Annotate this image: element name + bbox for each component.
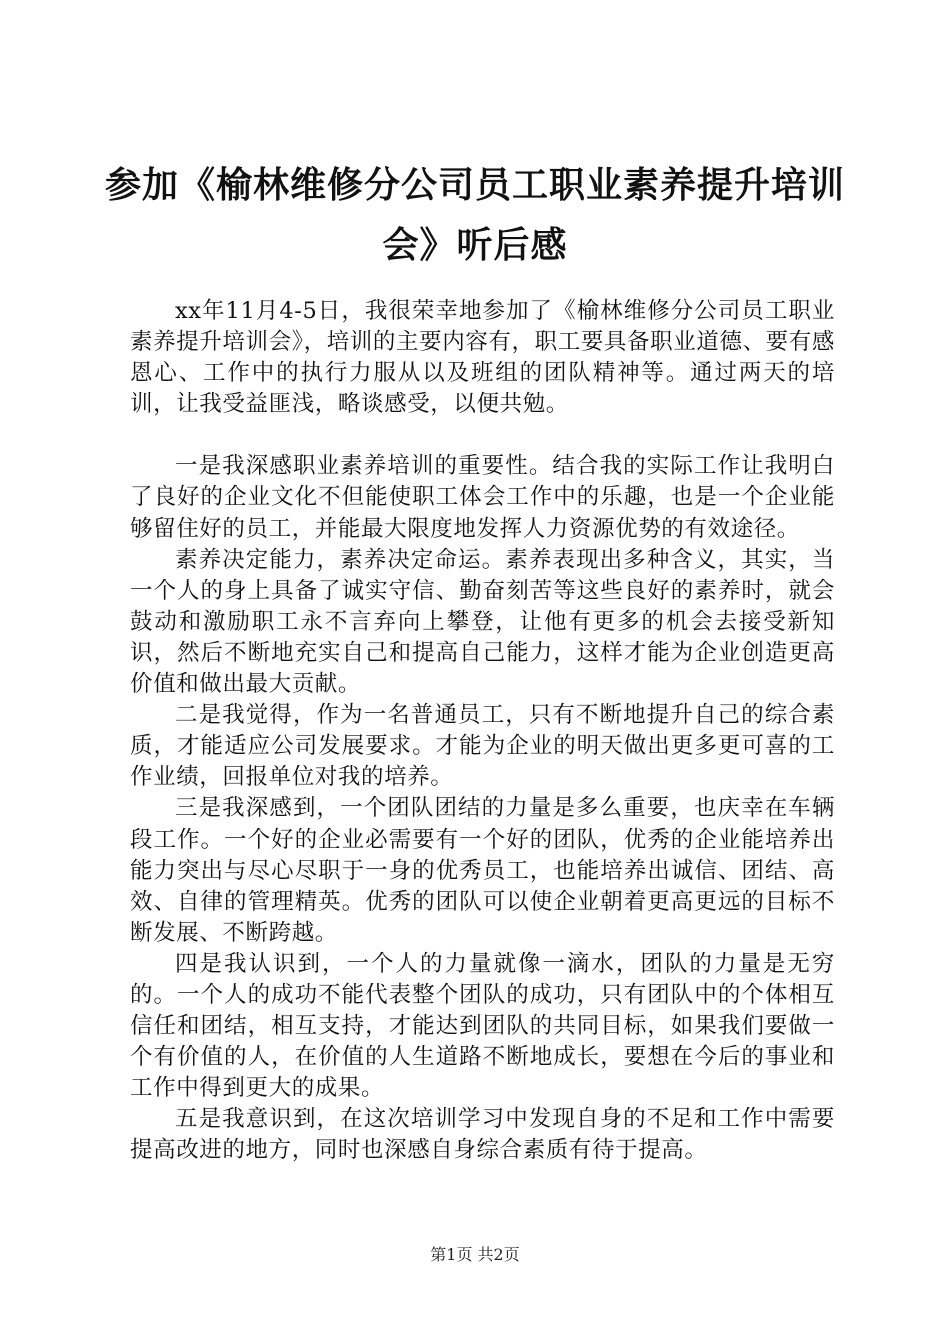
document-title: 参加《榆林维修分公司员工职业素养提升培训会》听后感 xyxy=(104,165,845,266)
paragraph-point-one: 一是我深感职业素养培训的重要性。结合我的实际工作让我明白了良好的企业文化不但能使职工体会工作中的乐趣，也是一个企业能够留住好的员工，并能最大限度地发挥人力资源优势的有效途径。 xyxy=(130,453,835,542)
document-body xyxy=(130,296,835,1167)
paragraph-point-two: 二是我觉得，作为一名普通员工，只有不断地提升自己的综合素质，才能适应公司发展要求。才能为企业的明天做出更多更可喜的工作业绩，回报单位对我的培养。 xyxy=(130,702,835,791)
paragraph-quality: 素养决定能力，素养决定命运。素养表现出多种含义，其实，当一个人的身上具备了诚实守信、勤奋刻苦等这些良好的素养时，就会鼓动和激励职工永不言弃向上攀登，让他有更多的机会去接受新知识，然后不断地充实自己和提高自己能力，这样才能为企业创造更高价值和做出最大贡献。 xyxy=(130,546,835,698)
paragraph-point-four: 四是我认识到，一个人的力量就像一滴水，团队的力量是无穷的。一个人的成功不能代表整个团队的成功，只有团队中的个体相互信任和团结，相互支持，才能达到团队的共同目标，如果我们要做一个有价值的人，在价值的人生道路不断地成长，要想在今后的事业和工作中得到更大的成果。 xyxy=(130,950,835,1102)
paragraph-point-three: 三是我深感到，一个团队团结的力量是多么重要，也庆幸在车辆段工作。一个好的企业必需要有一个好的团队，优秀的企业能培养出能力突出与尽心尽职于一身的优秀员工，也能培养出诚信、团结、高效、自律的管理精英。优秀的团队可以使企业朝着更高更远的目标不断发展、不断跨越。 xyxy=(130,795,835,946)
page-number-footer: 第1页 共2页 xyxy=(430,1245,520,1264)
paragraph-point-five: 五是我意识到，在这次培训学习中发现自身的不足和工作中需要提高改进的地方，同时也深感自身综合素质有待于提高。 xyxy=(130,1106,835,1164)
paragraph-intro: xx年11月4-5日，我很荣幸地参加了《榆林维修分公司员工职业素养提升培训会》，培训的主要内容有，职工要具备职业道德、要有感恩心、工作中的执行力服从以及班组的团队精神等。通过两天的培训，让我受益匪浅，略谈感受，以便共勉。 xyxy=(130,298,835,418)
